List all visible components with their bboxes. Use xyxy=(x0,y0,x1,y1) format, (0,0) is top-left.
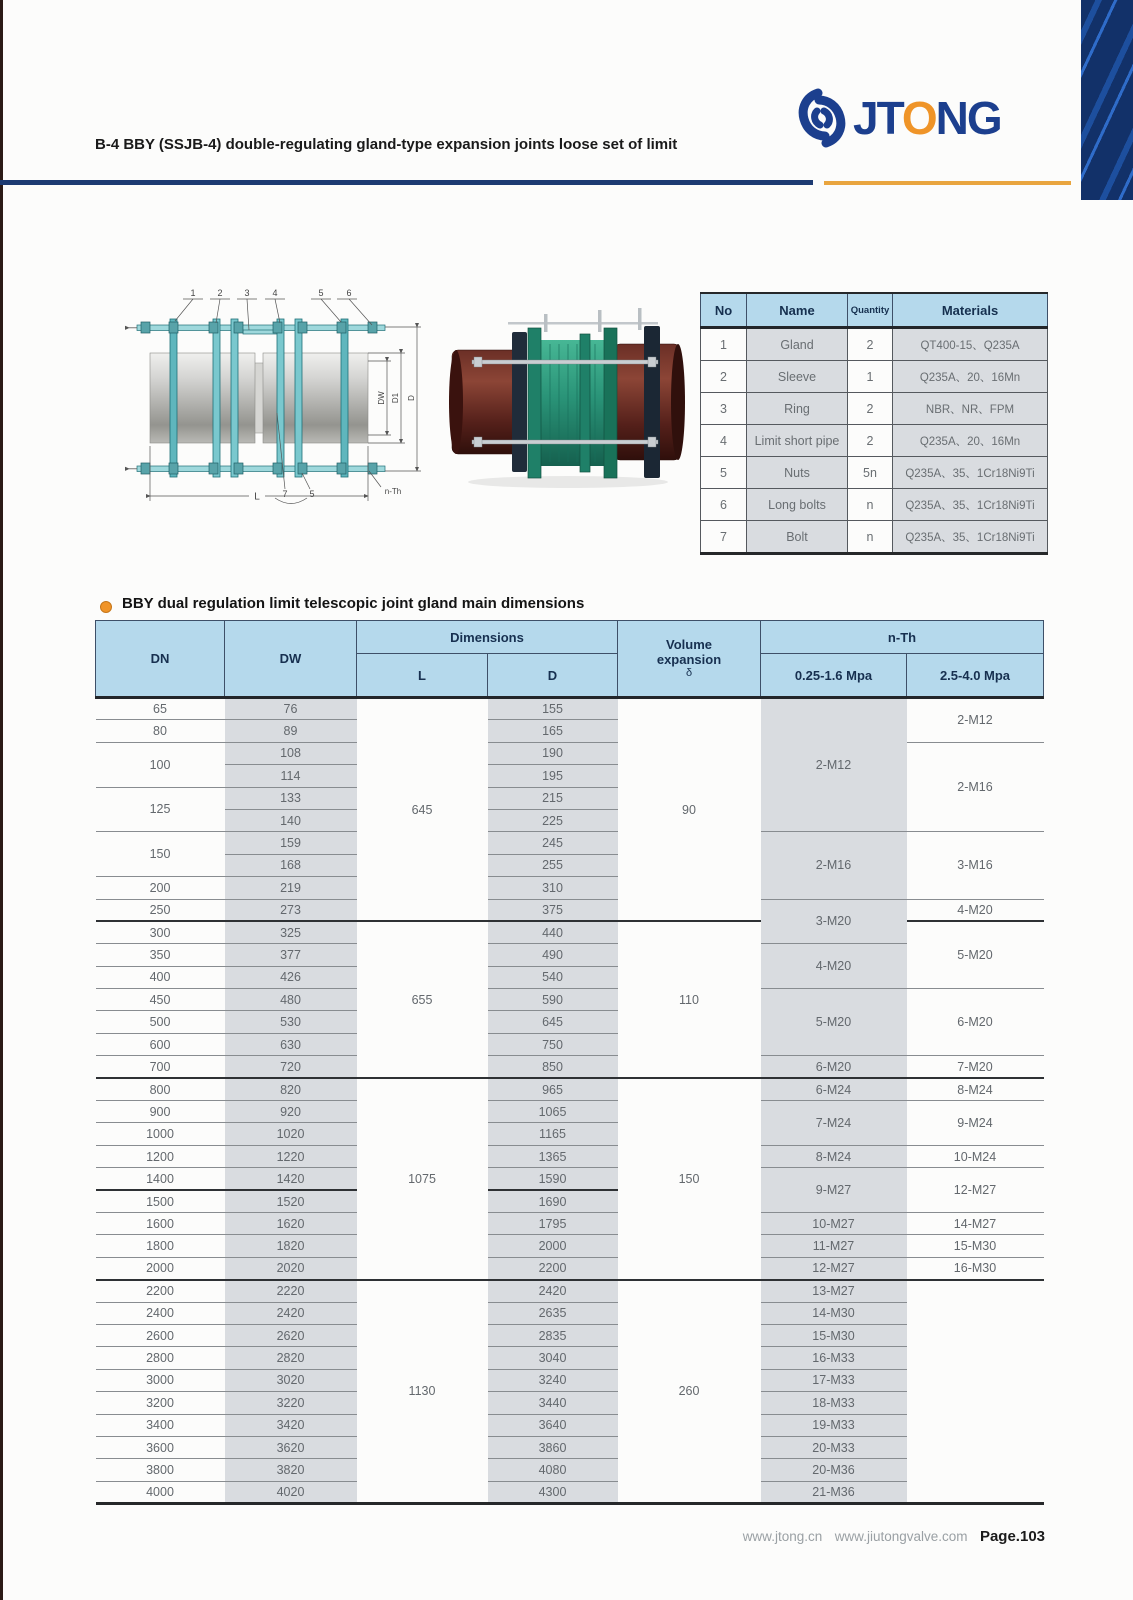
header-pressure-2: 2.5-4.0 Mpa xyxy=(907,654,1044,698)
parts-cell: 6 xyxy=(701,489,747,521)
dim-cell: 1400 xyxy=(96,1168,225,1190)
dim-cell: 2-M16 xyxy=(907,742,1044,832)
dim-cell: 1690 xyxy=(488,1190,618,1212)
left-edge-strip xyxy=(0,0,3,1600)
parts-cell: Q235A、20、16Mn xyxy=(893,425,1048,457)
dim-cell: 1165 xyxy=(488,1123,618,1145)
pipe-left xyxy=(150,353,255,443)
parts-cell: 2 xyxy=(848,425,893,457)
dim-cell: 300 xyxy=(96,921,225,943)
dim-cell: 1795 xyxy=(488,1212,618,1234)
footer-url-2: www.jiutongvalve.com xyxy=(834,1529,968,1544)
dim-cell: 3020 xyxy=(225,1369,357,1391)
dim-cell: 310 xyxy=(488,877,618,899)
dim-cell: 255 xyxy=(488,854,618,876)
parts-header-no: No xyxy=(701,293,747,328)
dim-row xyxy=(96,1436,1044,1458)
dim-cell: 400 xyxy=(96,966,225,988)
dim-cell: 2420 xyxy=(225,1302,357,1324)
dim-cell: 820 xyxy=(225,1078,357,1100)
dim-cell: 2200 xyxy=(96,1280,225,1302)
dim-row xyxy=(96,1347,1044,1369)
parts-row xyxy=(701,393,1048,425)
dim-cell: 2200 xyxy=(488,1257,618,1279)
dim-cell: 114 xyxy=(225,765,357,787)
dim-cell: 20-M36 xyxy=(761,1459,907,1481)
dim-cell: 530 xyxy=(225,1011,357,1033)
dim-cell: 2-M12 xyxy=(907,698,1044,743)
dim-cell: 5-M20 xyxy=(761,989,907,1056)
dim-row xyxy=(96,1324,1044,1346)
parts-cell: Q235A、20、16Mn xyxy=(893,361,1048,393)
dim-cell: 3240 xyxy=(488,1369,618,1391)
dim-dw-label: DW xyxy=(377,391,386,405)
parts-row xyxy=(701,521,1048,554)
parts-cell: Ring xyxy=(747,393,848,425)
dim-cell: 3040 xyxy=(488,1347,618,1369)
dim-cell: 1600 xyxy=(96,1212,225,1234)
header-dw: DW xyxy=(225,621,357,698)
dim-cell: 16-M33 xyxy=(761,1347,907,1369)
dim-cell: 4020 xyxy=(225,1481,357,1503)
dim-cell: 3860 xyxy=(488,1436,618,1458)
header-l: L xyxy=(357,654,488,698)
dim-cell: 600 xyxy=(96,1033,225,1055)
footer xyxy=(743,1528,1045,1546)
dim-row xyxy=(96,899,1044,921)
dim-row xyxy=(96,944,1044,966)
dim-cell: 4-M20 xyxy=(761,944,907,989)
parts-cell: 1 xyxy=(701,328,747,361)
parts-table-body xyxy=(701,328,1048,554)
wordmark-jt: JT xyxy=(853,92,902,144)
dim-cell: 920 xyxy=(225,1101,357,1123)
dim-cell: 2800 xyxy=(96,1347,225,1369)
dim-cell: 21-M36 xyxy=(761,1481,907,1503)
callout-3: 3 xyxy=(244,288,250,298)
dim-cell: 2000 xyxy=(96,1257,225,1279)
dim-row xyxy=(96,1414,1044,1436)
parts-row xyxy=(701,361,1048,393)
dim-cell: 8-M24 xyxy=(907,1078,1044,1100)
dim-cell: 133 xyxy=(225,787,357,809)
parts-row xyxy=(701,425,1048,457)
dim-cell: 190 xyxy=(488,742,618,764)
dim-cell: 6-M20 xyxy=(761,1056,907,1078)
parts-cell: Gland xyxy=(747,328,848,361)
callout-6: 6 xyxy=(346,288,352,298)
parts-header-name: Name xyxy=(747,293,848,328)
parts-cell: NBR、NR、FPM xyxy=(893,393,1048,425)
dim-cell: 2620 xyxy=(225,1324,357,1346)
dim-cell: 1800 xyxy=(96,1235,225,1257)
main-table-header xyxy=(96,621,1044,698)
parts-cell: n xyxy=(848,489,893,521)
photo-flange-right xyxy=(644,326,660,478)
dim-cell: 3440 xyxy=(488,1392,618,1414)
dim-cell: 3420 xyxy=(225,1414,357,1436)
dim-cell: 14-M30 xyxy=(761,1302,907,1324)
dim-cell: 11-M27 xyxy=(761,1235,907,1257)
callout-1: 1 xyxy=(190,288,196,298)
dim-cell: 9-M24 xyxy=(907,1101,1044,1146)
dim-cell: 250 xyxy=(96,899,225,921)
dim-l-label: L xyxy=(254,491,260,503)
dim-cell: 7-M24 xyxy=(761,1101,907,1146)
dim-cell: 12-M27 xyxy=(761,1257,907,1279)
dim-cell: 2820 xyxy=(225,1347,357,1369)
section-bullet-icon xyxy=(100,601,112,613)
dim-cell: 6-M20 xyxy=(907,989,1044,1056)
dim-cell: 15-M30 xyxy=(907,1235,1044,1257)
parts-cell: Bolt xyxy=(747,521,848,554)
dim-cell: 1620 xyxy=(225,1212,357,1234)
photo-green-body xyxy=(541,340,606,466)
dim-cell xyxy=(907,1280,1044,1504)
dim-row xyxy=(96,1302,1044,1324)
parts-cell: Q235A、35、1Cr18Ni9Ti xyxy=(893,521,1048,554)
dim-cell: 10-M24 xyxy=(907,1145,1044,1167)
dim-cell: 6-M24 xyxy=(761,1078,907,1100)
dim-cell: 2000 xyxy=(488,1235,618,1257)
dim-cell: 325 xyxy=(225,921,357,943)
dim-cell: 168 xyxy=(225,854,357,876)
dim-cell: 273 xyxy=(225,899,357,921)
dim-cell: 3820 xyxy=(225,1459,357,1481)
dim-cell: 125 xyxy=(96,787,225,832)
parts-header-quantity: Quantity xyxy=(848,293,893,328)
dim-cell: 1020 xyxy=(225,1123,357,1145)
dim-row xyxy=(96,1369,1044,1391)
dim-cell: 159 xyxy=(225,832,357,854)
dim-cell: 590 xyxy=(488,989,618,1011)
parts-table xyxy=(700,292,1048,555)
dim-cell: 700 xyxy=(96,1056,225,1078)
dim-row xyxy=(96,1257,1044,1279)
parts-row xyxy=(701,489,1048,521)
dim-d-label: D xyxy=(407,395,416,401)
dim-cell: 750 xyxy=(488,1033,618,1055)
parts-cell: 1 xyxy=(848,361,893,393)
dim-cell: 720 xyxy=(225,1056,357,1078)
product-photo xyxy=(448,298,688,493)
dim-cell: 1130 xyxy=(357,1280,488,1504)
dim-cell: 2420 xyxy=(488,1280,618,1302)
parts-cell: 5 xyxy=(701,457,747,489)
dim-cell: 1200 xyxy=(96,1145,225,1167)
dim-cell: 14-M27 xyxy=(907,1212,1044,1234)
callout-5: 5 xyxy=(318,288,324,298)
parts-cell: Sleeve xyxy=(747,361,848,393)
parts-cell: Q235A、35、1Cr18Ni9Ti xyxy=(893,489,1048,521)
dim-cell: 2-M12 xyxy=(761,698,907,832)
header-dimensions: Dimensions xyxy=(357,621,618,654)
dim-cell: 1500 xyxy=(96,1190,225,1212)
dim-cell: 450 xyxy=(96,989,225,1011)
dim-cell: 900 xyxy=(96,1101,225,1123)
dim-cell: 18-M33 xyxy=(761,1392,907,1414)
jtong-wordmark xyxy=(853,92,1001,144)
header-rule-navy xyxy=(0,180,813,185)
dim-cell: 3800 xyxy=(96,1459,225,1481)
dim-cell: 3-M20 xyxy=(761,899,907,944)
dim-cell: 377 xyxy=(225,944,357,966)
callout-7: 7 xyxy=(282,489,288,499)
dim-right-labels xyxy=(377,391,416,405)
dim-cell: 76 xyxy=(225,698,357,720)
dim-cell: 1820 xyxy=(225,1235,357,1257)
header-volume-line2: expansion xyxy=(656,652,722,667)
dim-cell: 3-M16 xyxy=(907,832,1044,899)
dim-cell: 645 xyxy=(488,1011,618,1033)
dim-cell: 9-M27 xyxy=(761,1168,907,1213)
dim-cell: 165 xyxy=(488,720,618,742)
dim-cell: 19-M33 xyxy=(761,1414,907,1436)
dim-cell: 3620 xyxy=(225,1436,357,1458)
dim-row xyxy=(96,1235,1044,1257)
parts-cell: 2 xyxy=(848,393,893,425)
header-volume xyxy=(618,621,761,698)
dim-cell: 500 xyxy=(96,1011,225,1033)
dim-cell: 13-M27 xyxy=(761,1280,907,1302)
dim-cell: 100 xyxy=(96,742,225,787)
dim-row xyxy=(96,1459,1044,1481)
dim-cell: 1365 xyxy=(488,1145,618,1167)
dim-cell: 3000 xyxy=(96,1369,225,1391)
dim-cell: 215 xyxy=(488,787,618,809)
dim-cell: 490 xyxy=(488,944,618,966)
dim-row xyxy=(96,1392,1044,1414)
dim-cell: 4000 xyxy=(96,1481,225,1503)
dim-row xyxy=(96,1481,1044,1503)
parts-cell: 2 xyxy=(701,361,747,393)
parts-cell: 2 xyxy=(848,328,893,361)
dim-cell: 2220 xyxy=(225,1280,357,1302)
wordmark-ng: NG xyxy=(935,92,1001,144)
dim-row xyxy=(96,1280,1044,1302)
dim-cell: 2835 xyxy=(488,1324,618,1346)
dim-cell: 965 xyxy=(488,1078,618,1100)
dim-cell: 80 xyxy=(96,720,225,742)
header-volume-symbol: δ xyxy=(685,666,693,679)
dim-cell: 540 xyxy=(488,966,618,988)
dim-cell: 3640 xyxy=(488,1414,618,1436)
dim-cell: 850 xyxy=(488,1056,618,1078)
parts-row xyxy=(701,328,1048,361)
dim-cell: 225 xyxy=(488,809,618,831)
dim-cell: 2400 xyxy=(96,1302,225,1324)
parts-cell: 5n xyxy=(848,457,893,489)
dim-cell: 645 xyxy=(357,698,488,922)
page-number: Page.103 xyxy=(979,1528,1045,1545)
dim-cell: 4080 xyxy=(488,1459,618,1481)
dim-cell: 480 xyxy=(225,989,357,1011)
dim-cell: 1000 xyxy=(96,1123,225,1145)
parts-cell: Q235A、35、1Cr18Ni9Ti xyxy=(893,457,1048,489)
dim-cell: 7-M20 xyxy=(907,1056,1044,1078)
dim-cell: 3400 xyxy=(96,1414,225,1436)
parts-cell: 4 xyxy=(701,425,747,457)
dim-cell: 110 xyxy=(618,921,761,1078)
dim-cell: 630 xyxy=(225,1033,357,1055)
dim-cell: 195 xyxy=(488,765,618,787)
wordmark-o: O xyxy=(901,92,936,144)
dim-cell: 140 xyxy=(225,809,357,831)
dim-cell: 245 xyxy=(488,832,618,854)
callout-4: 4 xyxy=(272,288,278,298)
dim-cell: 5-M20 xyxy=(907,921,1044,988)
dim-cell: 2020 xyxy=(225,1257,357,1279)
section-title: BBY dual regulation limit telescopic joint gland main dimensions xyxy=(122,595,585,612)
callout-2: 2 xyxy=(217,288,223,298)
callout-5b: 5 xyxy=(309,489,315,499)
page-title: B-4 BBY (SSJB-4) double-regulating gland-type expansion joints loose set of limit xyxy=(95,136,678,153)
dim-cell: 15-M30 xyxy=(761,1324,907,1346)
dim-cell: 20-M33 xyxy=(761,1436,907,1458)
dim-row xyxy=(96,698,1044,720)
header-d: D xyxy=(488,654,618,698)
dim-cell: 3200 xyxy=(96,1392,225,1414)
dim-cell: 4-M20 xyxy=(907,899,1044,921)
dim-cell: 10-M27 xyxy=(761,1212,907,1234)
dim-cell: 350 xyxy=(96,944,225,966)
dim-row xyxy=(96,1212,1044,1234)
dim-cell: 1065 xyxy=(488,1101,618,1123)
main-table-body xyxy=(96,698,1044,1504)
dim-cell: 155 xyxy=(488,698,618,720)
dim-cell: 219 xyxy=(225,877,357,899)
parts-row xyxy=(701,457,1048,489)
dim-cell: 150 xyxy=(618,1078,761,1280)
dim-row xyxy=(96,1145,1044,1167)
photo-flange-left xyxy=(512,332,527,472)
dim-d1-label: D1 xyxy=(391,392,400,404)
dim-cell: 16-M30 xyxy=(907,1257,1044,1279)
dim-cell: 2600 xyxy=(96,1324,225,1346)
dim-row xyxy=(96,1168,1044,1190)
header-pressure-1: 0.25-1.6 Mpa xyxy=(761,654,907,698)
dim-row xyxy=(96,1078,1044,1100)
parts-cell: Limit short pipe xyxy=(747,425,848,457)
brand-logo xyxy=(795,84,1001,152)
dim-cell: 1420 xyxy=(225,1168,357,1190)
header-dn: DN xyxy=(96,621,225,698)
dim-cell: 375 xyxy=(488,899,618,921)
dim-cell: 3220 xyxy=(225,1392,357,1414)
main-dimensions-table xyxy=(95,620,1044,1505)
dim-cell: 655 xyxy=(357,921,488,1078)
parts-cell: Nuts xyxy=(747,457,848,489)
dim-cell: 2-M16 xyxy=(761,832,907,899)
technical-drawing xyxy=(125,283,475,513)
dim-row xyxy=(96,1101,1044,1123)
parts-cell: Long bolts xyxy=(747,489,848,521)
nth-label: n-Th xyxy=(384,487,402,496)
dim-cell: 108 xyxy=(225,742,357,764)
dim-cell: 90 xyxy=(618,698,761,922)
header-volume-line1: Volume xyxy=(666,637,712,653)
dim-cell: 1220 xyxy=(225,1145,357,1167)
parts-cell: 3 xyxy=(701,393,747,425)
dim-cell: 2635 xyxy=(488,1302,618,1324)
dim-row xyxy=(96,832,1044,854)
parts-cell: n xyxy=(848,521,893,554)
swirl-logo-icon xyxy=(795,84,849,152)
dim-cell: 17-M33 xyxy=(761,1369,907,1391)
dim-cell: 3600 xyxy=(96,1436,225,1458)
dim-row xyxy=(96,1056,1044,1078)
dim-cell: 65 xyxy=(96,698,225,720)
dim-cell: 260 xyxy=(618,1280,761,1504)
dim-cell: 1590 xyxy=(488,1168,618,1190)
dim-cell: 440 xyxy=(488,921,618,943)
dim-cell: 1520 xyxy=(225,1190,357,1212)
dim-cell: 8-M24 xyxy=(761,1145,907,1167)
dim-row xyxy=(96,989,1044,1011)
dim-cell: 4300 xyxy=(488,1481,618,1503)
dim-cell: 1075 xyxy=(357,1078,488,1280)
header-nth: n-Th xyxy=(761,621,1044,654)
parts-table-header xyxy=(701,293,1048,328)
corner-graphic xyxy=(1081,0,1133,200)
dim-cell: 800 xyxy=(96,1078,225,1100)
dim-cell: 150 xyxy=(96,832,225,877)
dim-cell: 426 xyxy=(225,966,357,988)
parts-cell: 7 xyxy=(701,521,747,554)
dim-cell: 200 xyxy=(96,877,225,899)
parts-header-materials: Materials xyxy=(893,293,1048,328)
dim-cell: 89 xyxy=(225,720,357,742)
header-rule-orange xyxy=(824,181,1071,185)
parts-cell: QT400-15、Q235A xyxy=(893,328,1048,361)
footer-url-1: www.jtong.cn xyxy=(742,1529,823,1544)
dim-cell: 12-M27 xyxy=(907,1168,1044,1213)
